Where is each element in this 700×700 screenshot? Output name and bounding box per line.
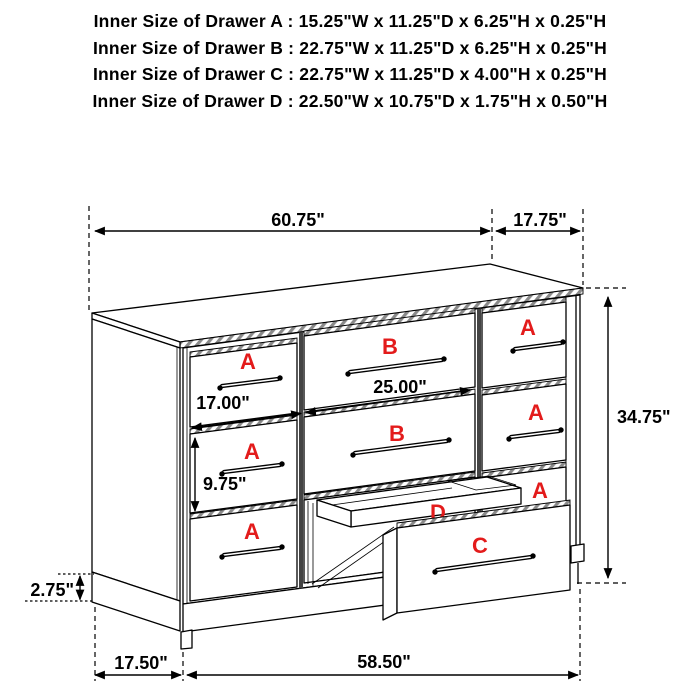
- column-divider-left: [299, 332, 303, 589]
- drawer-a-mid-left-label: A: [244, 439, 260, 464]
- dimension-top-width: [95, 210, 490, 231]
- drawer-c-side-sliver: [383, 528, 397, 620]
- top-depth-value: 17.75": [513, 210, 567, 230]
- drawer-b-mid-label: B: [389, 421, 405, 446]
- drawer-a-top-left-label: A: [240, 349, 256, 374]
- drawer-a-top-right-label: A: [520, 315, 536, 340]
- base-width-value: 58.50": [357, 652, 411, 672]
- legend-line-drawer-a: Inner Size of Drawer A : 15.25"W x 11.25"D x 6.25"H x 0.25"H: [93, 11, 607, 31]
- dresser-left-side-panel: [92, 319, 180, 601]
- drawer-a-width-value: 17.00": [196, 393, 250, 413]
- drawer-c-label: C: [472, 533, 488, 558]
- front-right-foot: [571, 544, 584, 563]
- drawer-a-mid-right: [482, 384, 566, 471]
- dimension-base-depth: [95, 653, 181, 675]
- legend-line-drawer-c: Inner Size of Drawer C : 22.75"W x 11.25"D x 4.00"H x 0.25"H: [92, 64, 608, 84]
- dimension-base-width: [187, 652, 578, 675]
- base-height-value: 2.75": [30, 580, 74, 600]
- drawer-b-width-value: 25.00": [373, 377, 427, 397]
- drawer-a-height-value: 9.75": [203, 474, 247, 494]
- legend-line-drawer-b: Inner Size of Drawer B : 22.75"W x 11.25"D x 6.25"H x 0.25"H: [92, 37, 608, 58]
- overall-height-value: 34.75": [617, 407, 671, 427]
- front-left-foot: [181, 630, 192, 649]
- base-depth-value: 17.50": [114, 653, 168, 673]
- drawer-b-top-label: B: [382, 334, 398, 359]
- drawer-d-label: D: [430, 500, 446, 525]
- legend-line-drawer-d: Inner Size of Drawer D : 22.50"W x 10.75"D x 1.75"H x 0.50"H: [92, 90, 608, 111]
- top-width-value: 60.75": [271, 210, 325, 230]
- drawer-a-bottom-right-label: A: [532, 478, 548, 503]
- dimension-overall-height: [608, 297, 671, 578]
- dimension-top-depth: [496, 210, 580, 231]
- drawer-a-bottom-left-label: A: [244, 519, 260, 544]
- dimension-base-height: [30, 576, 80, 600]
- drawer-a-mid-right-label: A: [528, 400, 544, 425]
